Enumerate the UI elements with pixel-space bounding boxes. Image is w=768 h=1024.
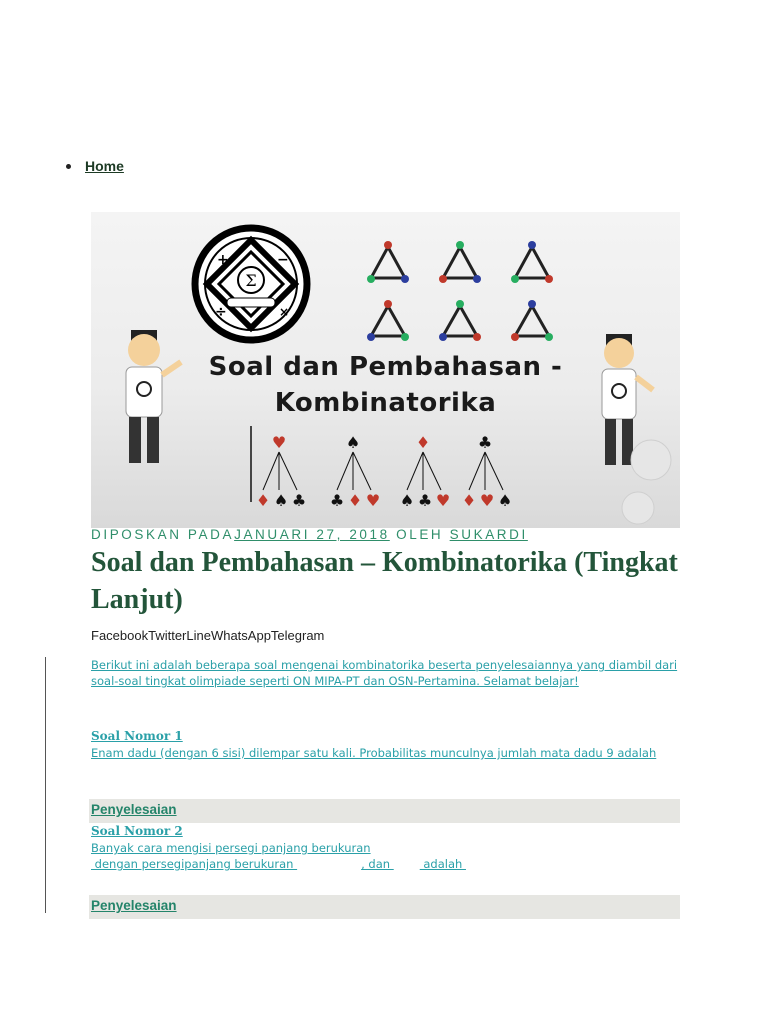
- drop-icon: [622, 492, 654, 524]
- svg-text:♠: ♠: [399, 491, 415, 510]
- intro-paragraph[interactable]: Berikut ini adalah beberapa soal mengenai kombinatorika beserta penyelesaiannya yang diambil dari soal-soal tingkat olimpiade seperti ON MIPA-PT dan OSN-Pertamina. Selamat belajar!: [91, 658, 678, 688]
- svg-text:+: +: [217, 252, 229, 268]
- svg-text:♥: ♥: [435, 491, 451, 510]
- question-2-line2: [91, 856, 681, 872]
- svg-text:♥: ♥: [479, 491, 495, 510]
- question-2-part-c[interactable]: adalah: [419, 857, 466, 871]
- svg-text:÷: ÷: [215, 304, 227, 320]
- solution-2-toggle[interactable]: Penyelesaian: [89, 895, 680, 919]
- question-2-part-b[interactable]: , dan: [361, 857, 394, 871]
- main-nav: [66, 158, 124, 174]
- question-2-heading[interactable]: Soal Nomor 2: [91, 824, 183, 838]
- svg-text:♠: ♠: [497, 491, 513, 510]
- question-2-line1[interactable]: Banyak cara mengisi persegi panjang berukuran: [91, 841, 371, 855]
- svg-text:♣: ♣: [477, 433, 493, 452]
- svg-text:♣: ♣: [417, 491, 433, 510]
- nav-bullet: [66, 164, 71, 169]
- svg-text:♦: ♦: [255, 491, 271, 510]
- svg-text:♦: ♦: [415, 433, 431, 452]
- meta-by: OLEH: [389, 527, 450, 542]
- solution-1-toggle[interactable]: Penyelesaian: [89, 799, 680, 823]
- svg-text:−: −: [277, 252, 289, 268]
- post-meta: [91, 527, 528, 542]
- svg-text:×: ×: [279, 305, 290, 319]
- svg-text:♠: ♠: [345, 433, 361, 452]
- posted-prefix: DIPOSKAN PADA: [91, 527, 235, 542]
- nav-home-link[interactable]: Home: [85, 158, 124, 174]
- hero-title-line1: Soal dan Pembahasan -: [208, 352, 563, 382]
- logo-seal-icon: [195, 228, 307, 340]
- svg-text:♥: ♥: [271, 433, 287, 452]
- drop-icon: [631, 440, 671, 480]
- share-links[interactable]: FacebookTwitterLineWhatsAppTelegram: [91, 628, 325, 643]
- question-1-text[interactable]: Enam dadu (dengan 6 sisi) dilempar satu kali. Probabilitas munculnya jumlah mata dadu 9 adalah: [91, 746, 657, 760]
- svg-text:♣: ♣: [329, 491, 345, 510]
- question-1-heading[interactable]: Soal Nomor 1: [91, 729, 183, 743]
- svg-text:♦: ♦: [347, 491, 363, 510]
- post-title: Soal dan Pembahasan – Kombinatorika (Tingkat Lanjut): [91, 547, 678, 615]
- svg-text:♦: ♦: [461, 491, 477, 510]
- left-border-line: [45, 657, 46, 913]
- svg-text:♣: ♣: [291, 491, 307, 510]
- triangle-vertices-icon: [367, 241, 553, 341]
- triangle-diagrams-icon: [371, 247, 549, 336]
- featured-image: [91, 212, 680, 528]
- question-2-part-a[interactable]: dengan persegipanjang berukuran: [91, 857, 298, 871]
- svg-text:Σ: Σ: [245, 271, 257, 290]
- card-tree-diagrams-icon: [251, 426, 512, 510]
- hero-title-line2: Kombinatorika: [274, 388, 497, 418]
- svg-text:♠: ♠: [273, 491, 289, 510]
- author-link[interactable]: SUKARDI: [449, 527, 528, 542]
- svg-text:♥: ♥: [365, 491, 381, 510]
- post-date-link[interactable]: JANUARI 27, 2018: [234, 527, 390, 542]
